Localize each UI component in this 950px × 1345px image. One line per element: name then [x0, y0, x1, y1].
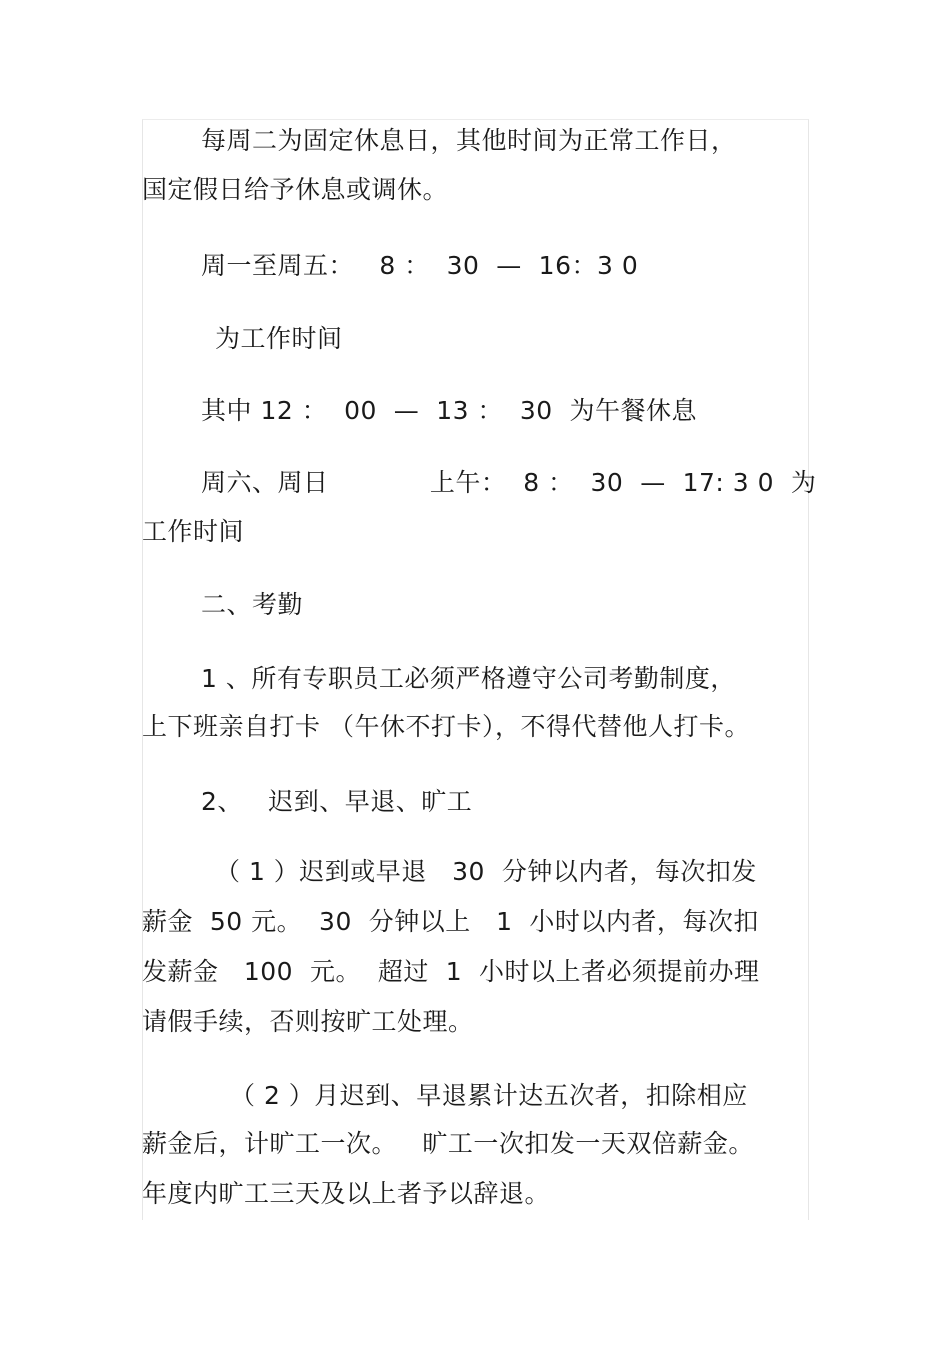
text-line-rest-day: 每周二为固定休息日，其他时间为正常工作日， — [201, 126, 737, 155]
text-line-rule-2-2-cont-a: 薪金后，计旷工一次。 旷工一次扣发一天双倍薪金。 — [142, 1129, 754, 1158]
text-line-rule-2-1: （ 1 ）迟到或早退 30 分钟以内者，每次扣发 — [215, 857, 757, 886]
text-line-weekday-hours: 周一至周五： 8 ： 30 — 16：3 0 — [201, 251, 639, 280]
text-line-rule-2-1-cont-b: 发薪金 100 元。 超过 1 小时以上者必须提前办理 — [142, 957, 760, 986]
text-line-rule-2-2: （ 2 ）月迟到、早退累计达五次者，扣除相应 — [230, 1081, 748, 1110]
text-line-rule-2-2-cont-b: 年度内旷工三天及以上者予以辞退。 — [142, 1179, 551, 1208]
text-line-rule-2-1-cont-c: 请假手续，否则按旷工处理。 — [142, 1007, 474, 1036]
text-line-weekend-hours: 周六、周日 上午： 8 ： 30 — 17: 3 0 为 — [201, 468, 817, 497]
text-line-work-time-label: 为工作时间 — [215, 324, 343, 353]
text-line-weekend-work-time: 工作时间 — [142, 517, 245, 546]
text-line-rule-2-1-cont-a: 薪金 50 元。 30 分钟以上 1 小时以内者，每次扣 — [142, 907, 759, 936]
text-line-rule-2: 2、 迟到、早退、旷工 — [201, 787, 473, 816]
text-line-rule-1: 1 、所有专职员工必须严格遵守公司考勤制度， — [201, 664, 736, 693]
section-heading-attendance: 二、考勤 — [201, 590, 304, 619]
text-line-rule-1-cont: 上下班亲自打卡 （午休不打卡），不得代替他人打卡。 — [142, 712, 750, 741]
text-line-lunch-break: 其中 12 ： 00 — 13 ： 30 为午餐休息 — [201, 396, 698, 425]
text-line-holiday: 国定假日给予休息或调休。 — [142, 175, 449, 204]
